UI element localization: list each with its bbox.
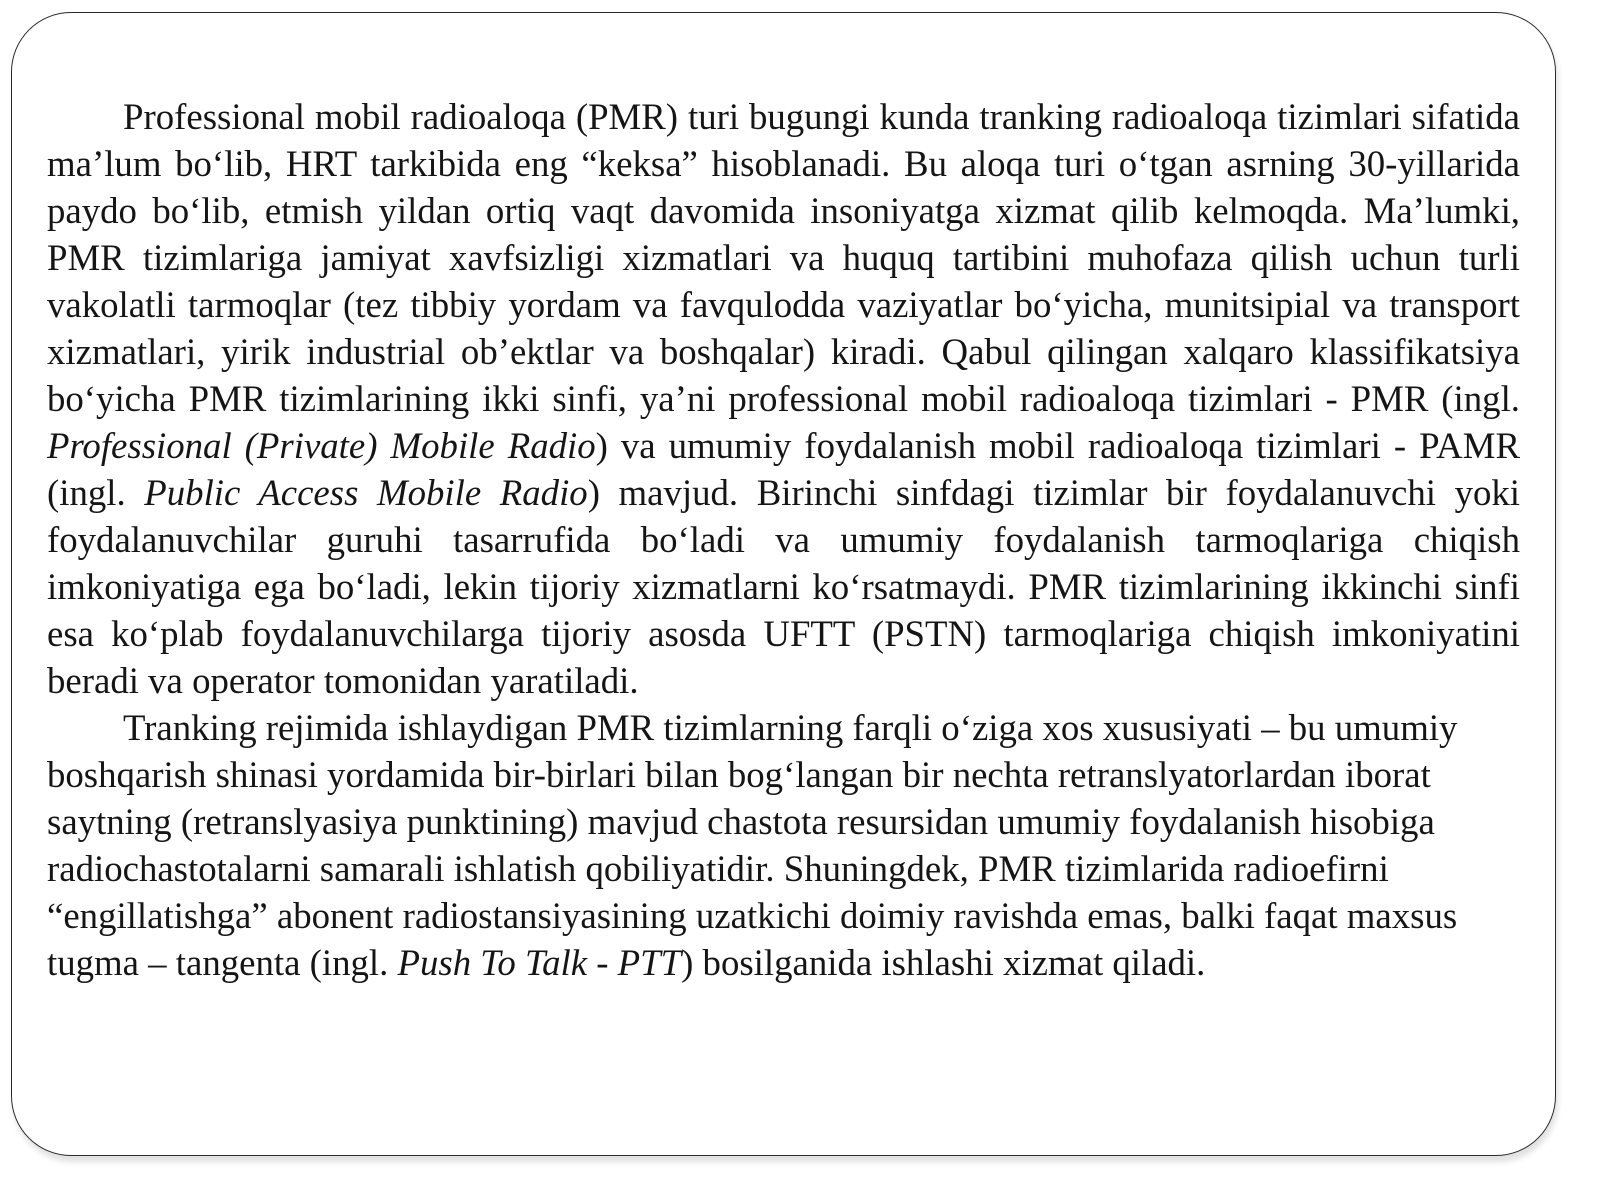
paragraph-2-text-b: ) bosilganida ishlashi xizmat qiladi. <box>681 942 1206 983</box>
paragraph-1-italic-pamr-term: Public Access Mobile Radio <box>144 472 588 513</box>
paragraph-pmr-overview <box>47 93 1520 704</box>
paragraph-1-text-b: ) va umumiy foydalanish mobil radioaloqa tizimlari - PAMR (ingl. <box>47 425 1521 513</box>
paragraph-1-text-c: ) mavjud. Birinchi sinfdagi tizimlar bir foydalanuvchi yoki foydalanuvchilar guruhi tasarrufida bo‘ladi va umumiy foydalanish tarmoqlariga chiqish imkoniyatiga ega bo‘ladi, lekin tijoriy xizmatlarni ko‘rsatmaydi. PMR tizimlarining ikkinchi sinfi esa ko‘plab foydalanuvchilarga tijoriy asosda UFTT (PSTN) tarmoqlariga chiqish imkoniyatini beradi va operator tomonidan yaratiladi. <box>47 472 1520 701</box>
paragraph-1-text-a: Professional mobil radioaloqa (PMR) turi bugungi kunda tranking radioaloqa tizimlari sifatida ma’lum bo‘lib, HRT tarkibida eng “keksa” hisoblanadi. Bu aloqa turi o‘tgan asrning 30-yillarida paydo bo‘lib, etmish yildan ortiq vaqt davomida insoniyatga xizmat qilib kelmoqda. Ma’lumki, PMR tizimlariga jamiyat xavfsizligi xizmatlari va huquq tartibini muhofaza qilish uchun turli vakolatli tarmoqlar (tez tibbiy yordam va favqulodda vaziyatlar bo‘yicha, munitsipial va transport xizmatlari, yirik industrial ob’ektlar va boshqalar) kiradi. Qabul qilingan xalqaro klassifikatsiya bo‘yicha PMR tizimlarining ikki sinfi, ya’ni professional mobil radioaloqa tizimlari - PMR (ingl. <box>47 96 1520 419</box>
paragraph-tranking-features <box>47 704 1520 986</box>
slide-text-body <box>47 93 1520 986</box>
paragraph-1-italic-pmr-term: Professional (Private) Mobile Radio <box>47 425 596 466</box>
paragraph-2-text-a: Tranking rejimida ishlaydigan PMR tizimlarning farqli o‘ziga xos xususiyati – bu umumiy boshqarish shinasi yordamida bir-birlari bilan bog‘langan bir nechta retranslyatorlardan iborat saytning (retranslyasiya punktining) mavjud chastota resursidan umumiy foydalanish hisobiga radiochastotalarni samarali ishlatish qobiliyatidir. Shuningdek, PMR tizimlarida radioefirni “engillatishga” abonent radiostansiyasining uzatkichi doimiy ravishda emas, balki faqat maxsus tugma – tangenta (ingl. <box>47 707 1458 983</box>
paragraph-2-italic-ptt-term: Push To Talk - PTT <box>397 942 682 983</box>
